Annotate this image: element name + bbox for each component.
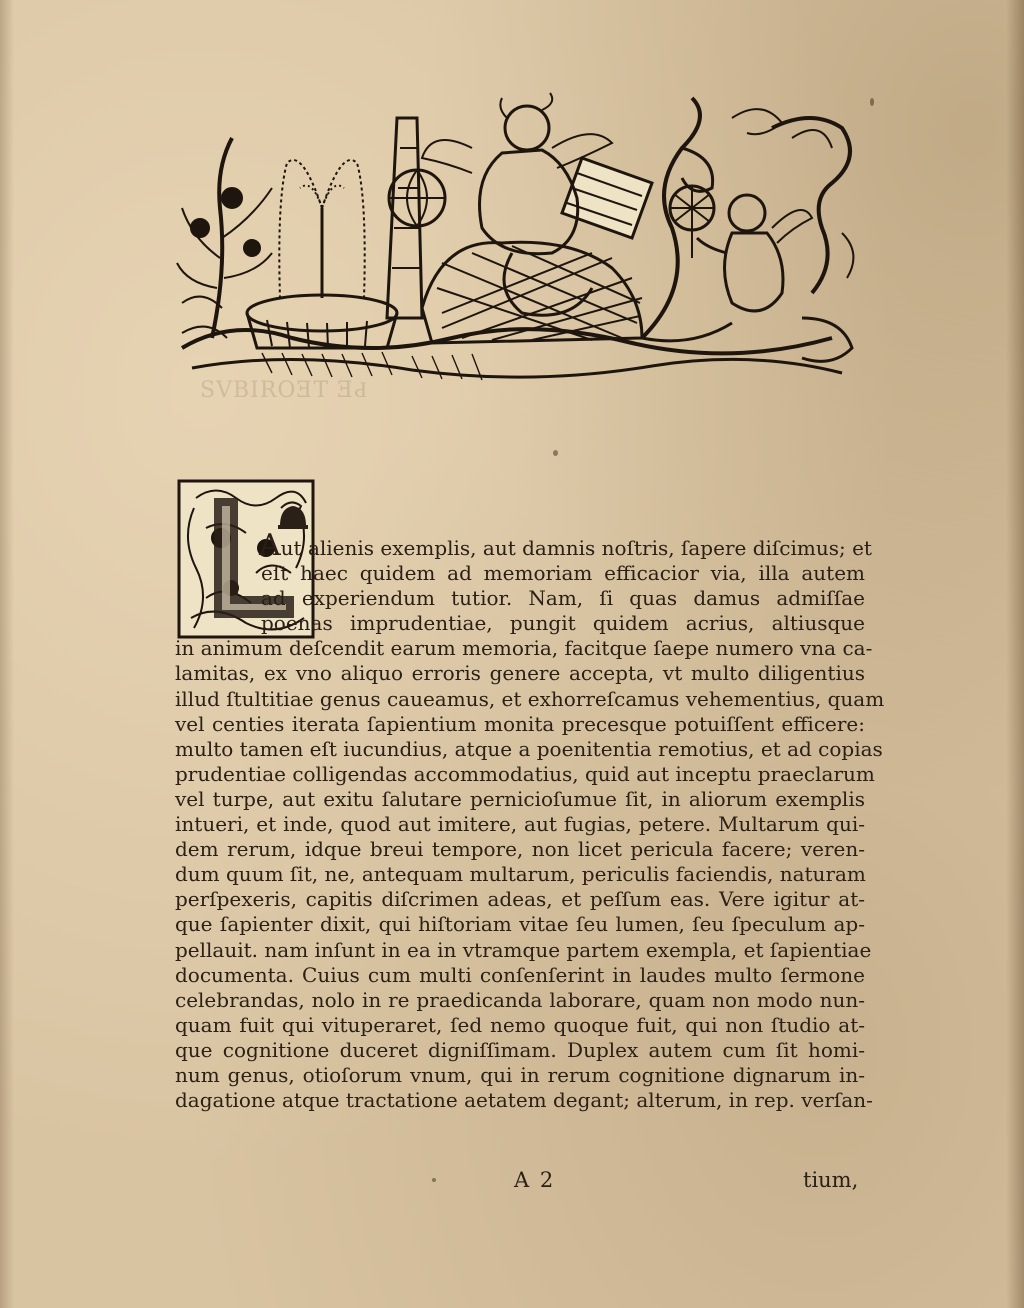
- text-line: eſt haec quidem ad memoriam efficacior via, illa autem: [261, 561, 865, 586]
- text-line: poenas imprudentiae, pungit quidem acrius, altiusque: [261, 611, 865, 636]
- page-shadow-left: [0, 0, 14, 1308]
- text-line: lamitas, ex vno aliquo erroris genere accepta, vt multo diligentius: [175, 661, 865, 686]
- text-line: ad experiendum tutior. Nam, ſi quas damus admiſſae: [261, 586, 865, 611]
- text-line: intueri, et inde, quod aut imitere, aut fugias, petere. Multarum qui-: [175, 812, 865, 837]
- text-line: num genus, otioſorum vnum, qui in rerum cognitione dignarum in-: [175, 1062, 865, 1087]
- text-line: dem rerum, idque breui tempore, non licet pericula facere; veren-: [175, 837, 865, 862]
- text-line: quam fuit qui vituperaret, ſed nemo quoque fuit, qui non ſtudio at-: [175, 1012, 865, 1037]
- body-text: [175, 528, 885, 1113]
- text-line: in animum deſcendit earum memoria, facitque ſaepe numero vna ca-: [175, 636, 873, 661]
- text-line: prudentiae colligendas accommodatius, quid aut inceptu praeclarum: [175, 761, 875, 786]
- show-through-text: SVBIROƎT ƎԀ: [200, 378, 368, 403]
- catchword: tium,: [803, 1168, 859, 1192]
- text-line: Aut alienis exemplis, aut damnis noſtris, ſapere diſcimus; et: [259, 528, 872, 563]
- text-line: que cognitione duceret digniſſimam. Duplex autem cum ſit homi-: [175, 1037, 865, 1062]
- text-line: multo tamen eſt iucundius, atque a poenitentia remotius, et ad copias: [175, 736, 883, 761]
- text-line: que ſapienter dixit, qui hiſtoriam vitae ſeu lumen, ſeu ſpeculum ap-: [175, 912, 865, 937]
- initial-letter: A: [259, 528, 281, 563]
- bell-ornament-icon: [276, 502, 310, 530]
- page-shadow-right: [1006, 0, 1024, 1308]
- signature-mark: A 2: [514, 1168, 556, 1192]
- ink-speck: [553, 450, 558, 456]
- text-line: dagatione atque tractatione aetatem degant; alterum, in rep. verſan-: [175, 1088, 873, 1113]
- text-line: perſpexeris, capitis diſcrimen adeas, et peſſum eas. Vere igitur at-: [175, 887, 865, 912]
- text-line: pellauit. nam inſunt in ea in vtramque partem exempla, et ſapientiae: [175, 937, 872, 962]
- woodcut-headpiece: [172, 88, 860, 388]
- ink-speck: [432, 1178, 436, 1182]
- ink-speck: [870, 98, 874, 106]
- text-line: vel turpe, aut exitu ſalutare pernicioſumue ſit, in aliorum exemplis: [175, 786, 865, 811]
- text-line: vel centies iterata ſapientium monita precesque potuiſſent efficere:: [175, 711, 865, 736]
- text-line: documenta. Cuius cum multi conſenſerint in laudes multo ſermone: [175, 962, 865, 987]
- text-line: celebrandas, nolo in re praedicanda laborare, quam non modo nun-: [175, 987, 865, 1012]
- text-line: dum quum ſit, ne, antequam multarum, periculis faciendis, naturam: [175, 862, 866, 887]
- text-line: illud ſtultitiae genus caueamus, et exhorreſcamus vehementius, quam: [175, 686, 885, 711]
